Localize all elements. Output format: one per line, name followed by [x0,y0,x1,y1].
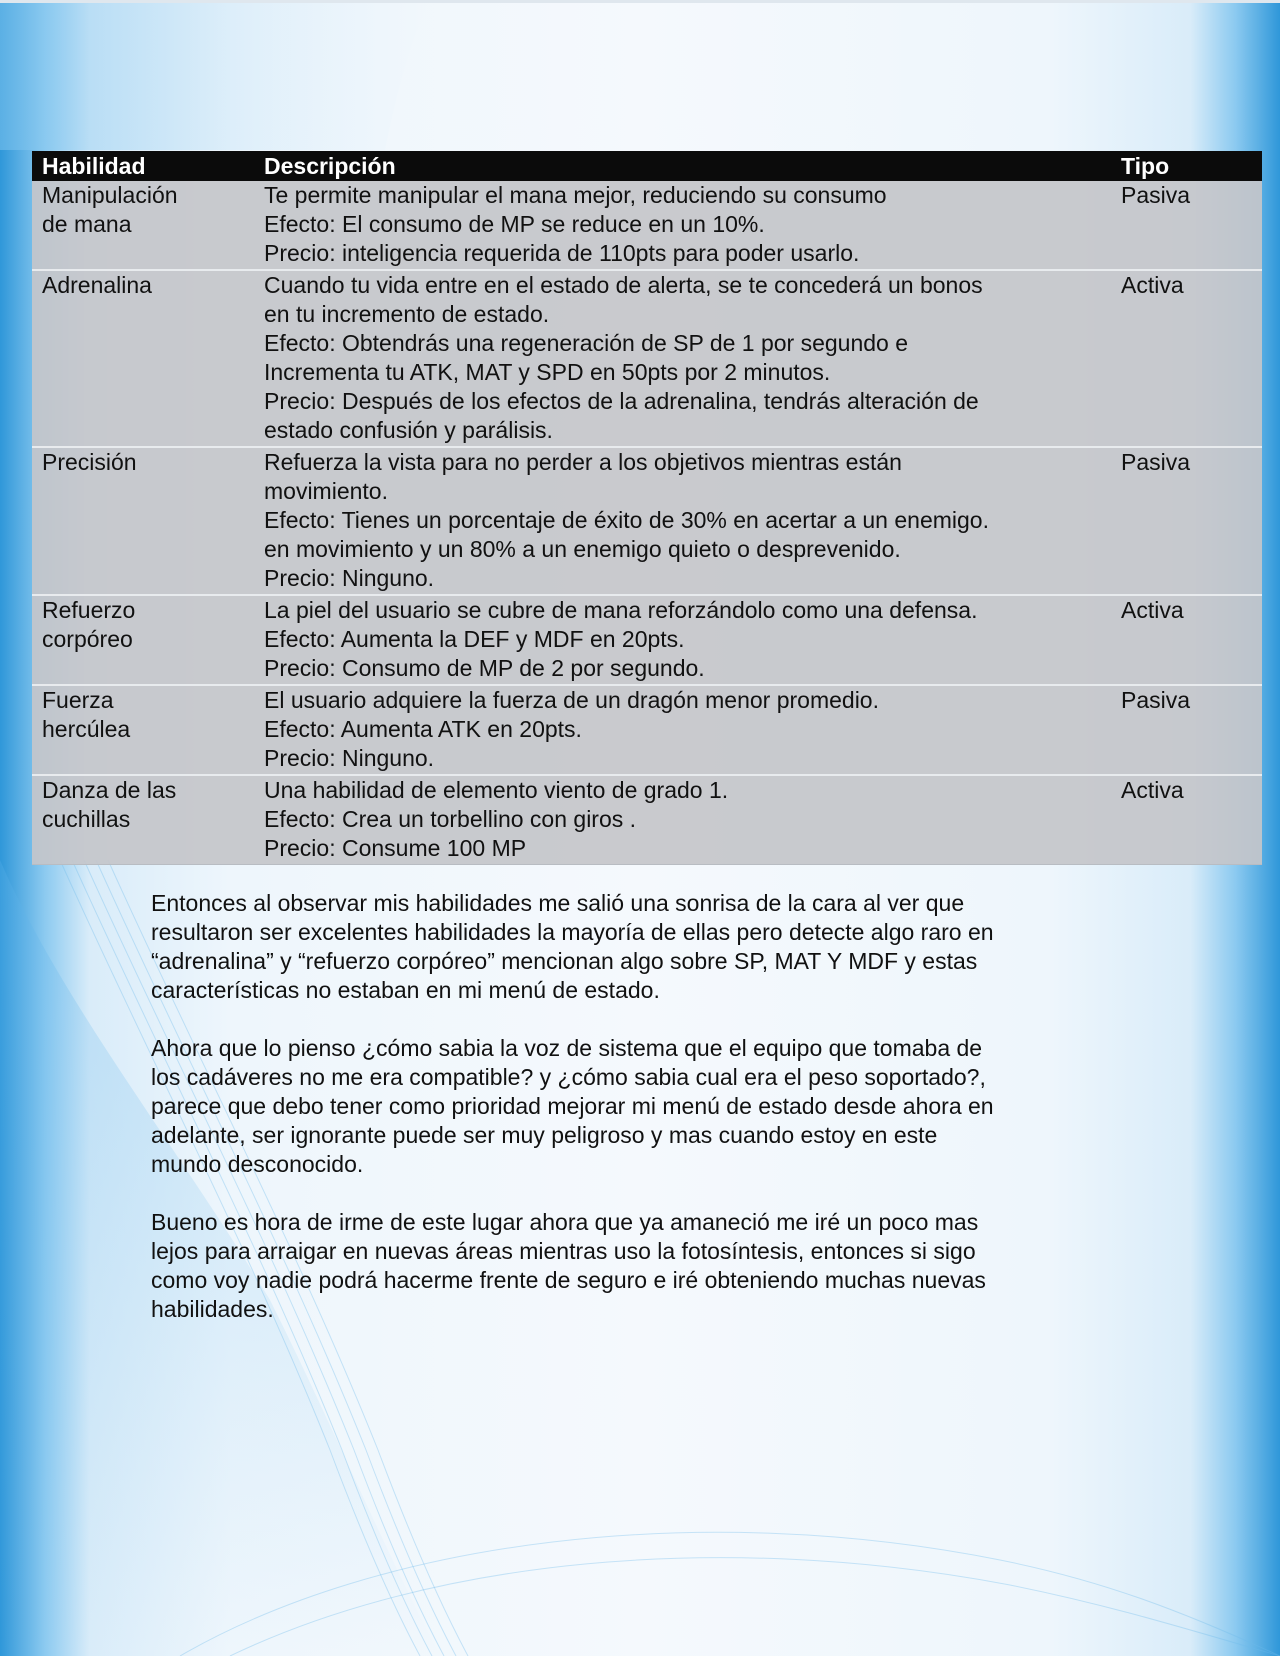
skill-name-line: corpóreo [42,626,133,652]
header-description: Descripción [254,151,1111,181]
description-cell [254,595,1111,685]
description-line: Precio: Consumo de MP de 2 por segundo. [264,655,705,681]
text-line: adelante, ser ignorante puede ser muy peligroso y mas cuando estoy en este [151,1122,938,1148]
paragraph [151,1208,1086,1324]
text-line: características no estaban en mi menú de estado. [151,977,660,1003]
text-line: Bueno es hora de irme de este lugar ahora que ya amaneció me iré un poco mas [151,1209,979,1235]
description-line: Precio: Consume 100 MP [264,835,527,861]
table-row [32,775,1262,865]
table-header-row [32,151,1262,181]
type-cell: Pasiva [1111,685,1262,775]
type-cell: Pasiva [1111,181,1262,270]
skill-name-line: Adrenalina [42,272,152,298]
description-line: La piel del usuario se cubre de mana reforzándolo como una defensa. [264,597,978,623]
description-line: Incrementa tu ATK, MAT y SPD en 50pts por 2 minutos. [264,359,831,385]
text-line: parece que debo tener como prioridad mejorar mi menú de estado desde ahora en [151,1093,994,1119]
table-row [32,595,1262,685]
text-line: como voy nadie podrá hacerme frente de seguro e iré obteniendo muchas nuevas [151,1267,986,1293]
text-line: los cadáveres no me era compatible? y ¿cómo sabia cual era el peso soportado?, [151,1064,986,1090]
type-cell: Activa [1111,595,1262,685]
text-line: “adrenalina” y “refuerzo corpóreo” mencionan algo sobre SP, MAT Y MDF y estas [151,948,978,974]
description-line: Efecto: Aumenta ATK en 20pts. [264,716,582,742]
skill-name-line: hercúlea [42,716,131,742]
skill-name-cell [32,447,254,595]
description-line: Te permite manipular el mana mejor, reduciendo su consumo [264,182,887,208]
description-line: Precio: Después de los efectos de la adrenalina, tendrás alteración de [264,388,979,414]
description-line: Efecto: Crea un torbellino con giros . [264,806,637,832]
description-line: Precio: Ninguno. [264,745,435,771]
skill-name-line: de mana [42,211,132,237]
skill-name-line: Refuerzo [42,597,136,623]
description-line: en tu incremento de estado. [264,301,550,327]
description-line: Efecto: Aumenta la DEF y MDF en 20pts. [264,626,685,652]
skill-name-line: Fuerza [42,687,114,713]
description-line: Precio: Ninguno. [264,565,435,591]
description-line: Efecto: Obtendrás una regeneración de SP de 1 por segundo e [264,330,909,356]
skills-table [32,151,1262,865]
table-row [32,685,1262,775]
table-row [32,447,1262,595]
description-line: Precio: inteligencia requerida de 110pts para poder usarlo. [264,240,860,266]
skill-name-cell [32,270,254,447]
header-skill: Habilidad [32,151,254,181]
text-line: resultaron ser excelentes habilidades la mayoría de ellas pero detecte algo raro en [151,919,994,945]
text-line: Ahora que lo pienso ¿cómo sabia la voz de sistema que el equipo que tomaba de [151,1035,983,1061]
description-cell [254,181,1111,270]
table-row [32,181,1262,270]
skill-name-line: Manipulación [42,182,178,208]
description-line: El usuario adquiere la fuerza de un dragón menor promedio. [264,687,879,713]
skill-name-cell [32,775,254,865]
skill-name-line: cuchillas [42,806,131,832]
description-line: Cuando tu vida entre en el estado de alerta, se te concederá un bonos [264,272,983,298]
description-line: Una habilidad de elemento viento de grado 1. [264,777,729,803]
description-line: movimiento. [264,478,388,504]
description-cell [254,270,1111,447]
type-cell: Activa [1111,270,1262,447]
text-line: mundo desconocido. [151,1151,364,1177]
skill-name-line: Danza de las [42,777,177,803]
description-line: estado confusión y parálisis. [264,417,553,443]
type-cell: Activa [1111,775,1262,865]
text-line: lejos para arraigar en nuevas áreas mientras uso la fotosíntesis, entonces si sigo [151,1238,976,1264]
type-cell: Pasiva [1111,447,1262,595]
description-cell [254,447,1111,595]
description-cell [254,685,1111,775]
paragraph [151,1034,1086,1179]
skill-name-cell [32,595,254,685]
header-type: Tipo [1111,151,1262,181]
description-line: en movimiento y un 80% a un enemigo quieto o desprevenido. [264,536,901,562]
narrative-text [151,889,1086,1353]
table-row [32,270,1262,447]
description-line: Efecto: Tienes un porcentaje de éxito de 30% en acertar a un enemigo. [264,507,989,533]
text-line: habilidades. [151,1296,274,1322]
skill-name-line: Precisión [42,449,137,475]
description-line: Efecto: El consumo de MP se reduce en un 10%. [264,211,765,237]
skill-name-cell [32,685,254,775]
paragraph [151,889,1086,1005]
description-cell [254,775,1111,865]
text-line: Entonces al observar mis habilidades me salió una sonrisa de la cara al ver que [151,890,965,916]
skill-name-cell [32,181,254,270]
description-line: Refuerza la vista para no perder a los objetivos mientras están [264,449,902,475]
